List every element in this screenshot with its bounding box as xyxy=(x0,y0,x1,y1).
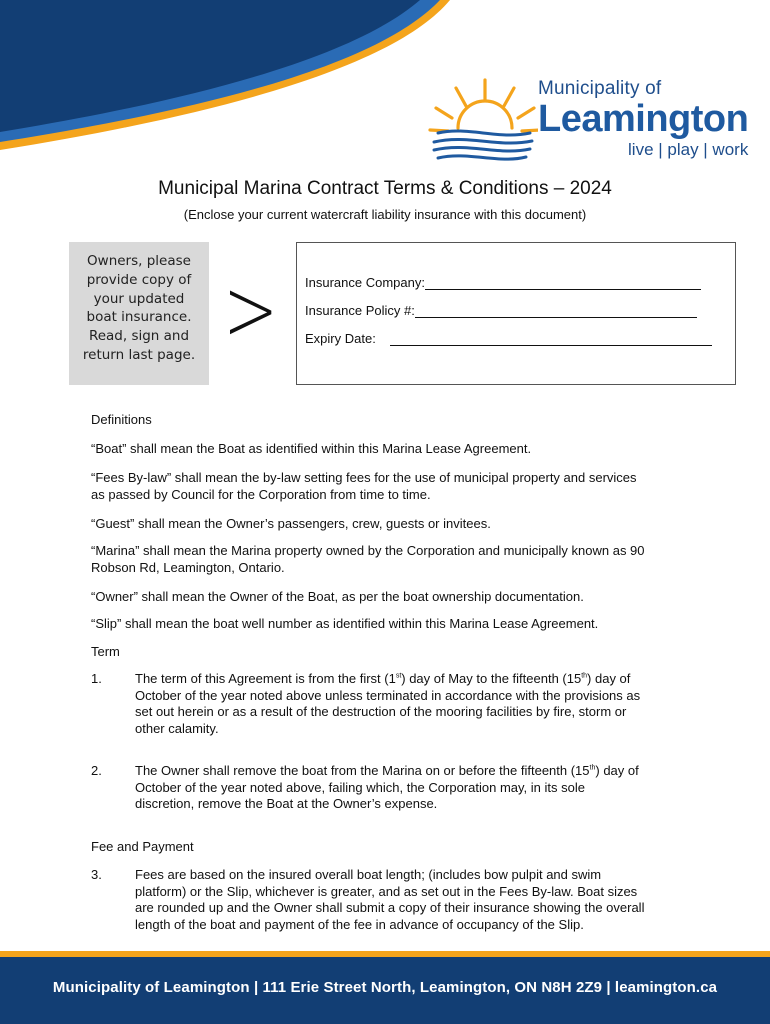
item-line: other calamity. xyxy=(135,720,219,736)
term-heading: Term xyxy=(91,644,120,659)
definition-line: as passed by Council for the Corporation from time to time. xyxy=(91,486,431,502)
insurance-info-box xyxy=(296,242,736,385)
notice-line: Owners, please xyxy=(87,253,191,269)
logo-leamington: Leamington xyxy=(538,98,749,140)
fee-payment-heading: Fee and Payment xyxy=(91,839,194,854)
definition-guest: “Guest” shall mean the Owner’s passengers, crew, guests or invitees. xyxy=(91,516,491,531)
definition-line: Robson Rd, Leamington, Ontario. xyxy=(91,559,285,575)
item-line: Fees are based on the insured overall boat length; (includes bow pulpit and swim xyxy=(135,867,602,882)
insurance-policy-row xyxy=(305,303,697,318)
item-line: The term of this Agreement is from the first (1st) day of May to the fifteenth (15th) day of xyxy=(135,671,631,686)
item-line: The Owner shall remove the boat from the Marina on or before the fifteenth (15th) day of xyxy=(135,763,639,778)
definitions-heading: Definitions xyxy=(91,412,152,427)
definition-boat: “Boat” shall mean the Boat as identified within this Marina Lease Agreement. xyxy=(91,441,532,456)
insurance-policy-field[interactable] xyxy=(415,305,697,318)
leamington-logo xyxy=(428,78,758,168)
expiry-date-row xyxy=(305,331,712,346)
notice-line: boat insurance. xyxy=(86,309,192,326)
arrow-icon: > xyxy=(223,258,279,361)
notice-line: return last page. xyxy=(82,346,196,363)
definition-line: “Fees By-law” shall mean the by-law setting fees for the use of municipal property and services xyxy=(91,470,637,485)
insurance-company-field[interactable] xyxy=(425,277,701,290)
footer-address: Municipality of Leamington | 111 Erie Street North, Leamington, ON N8H 2Z9 | leamington.ca xyxy=(52,979,718,996)
logo-tagline: live | play | work xyxy=(628,140,749,159)
document-subtitle: (Enclose your current watercraft liability insurance with this document) xyxy=(183,207,587,222)
item-number: 1. xyxy=(91,671,102,686)
insurance-company-row xyxy=(305,275,701,290)
item-line: platform) or the Slip, whichever is greater, and as set out in the Fees By-law. Boat sizes xyxy=(135,883,638,899)
definition-slip: “Slip” shall mean the boat well number as identified within this Marina Lease Agreement. xyxy=(91,616,599,631)
sun-waves-icon xyxy=(428,78,538,163)
insurance-company-label: Insurance Company: xyxy=(305,275,425,290)
item-line: are rounded up and the Owner shall submit a copy of their insurance showing the overall xyxy=(135,900,645,915)
item-line: length of the boat and payment of the fee in advance of occupancy of the Slip. xyxy=(135,916,584,932)
item-line: discretion, remove the Boat at the Owner’s expense. xyxy=(135,796,438,811)
notice-line: provide copy of xyxy=(86,271,192,288)
logo-municipality-of: Municipality of xyxy=(538,78,662,99)
expiry-date-field[interactable] xyxy=(390,333,712,346)
expiry-date-label: Expiry Date: xyxy=(305,331,376,346)
item-number: 3. xyxy=(91,867,102,882)
definition-owner: “Owner” shall mean the Owner of the Boat, as per the boat ownership documentation. xyxy=(91,589,584,604)
insurance-policy-label: Insurance Policy #: xyxy=(305,303,415,318)
item-line: October of the year noted above unless terminated in accordance with the provisions as xyxy=(135,687,641,703)
definition-marina xyxy=(91,543,645,576)
definition-fees-bylaw xyxy=(91,470,637,503)
item-line: October of the year noted above, failing which, the Corporation may, in its sole xyxy=(135,779,585,795)
page-footer xyxy=(0,957,770,1024)
item-number: 2. xyxy=(91,763,102,778)
document-title: Municipal Marina Contract Terms & Conditions – 2024 xyxy=(158,178,612,199)
definition-line: “Marina” shall mean the Marina property owned by the Corporation and municipally known as 90 xyxy=(91,543,645,558)
notice-line: your updated xyxy=(93,290,185,307)
item-line: set out herein or as a result of the destruction of the mooring facilities by fire, storm or xyxy=(135,704,627,719)
insurance-notice-box xyxy=(69,242,209,385)
notice-line: Read, sign and xyxy=(88,328,190,345)
